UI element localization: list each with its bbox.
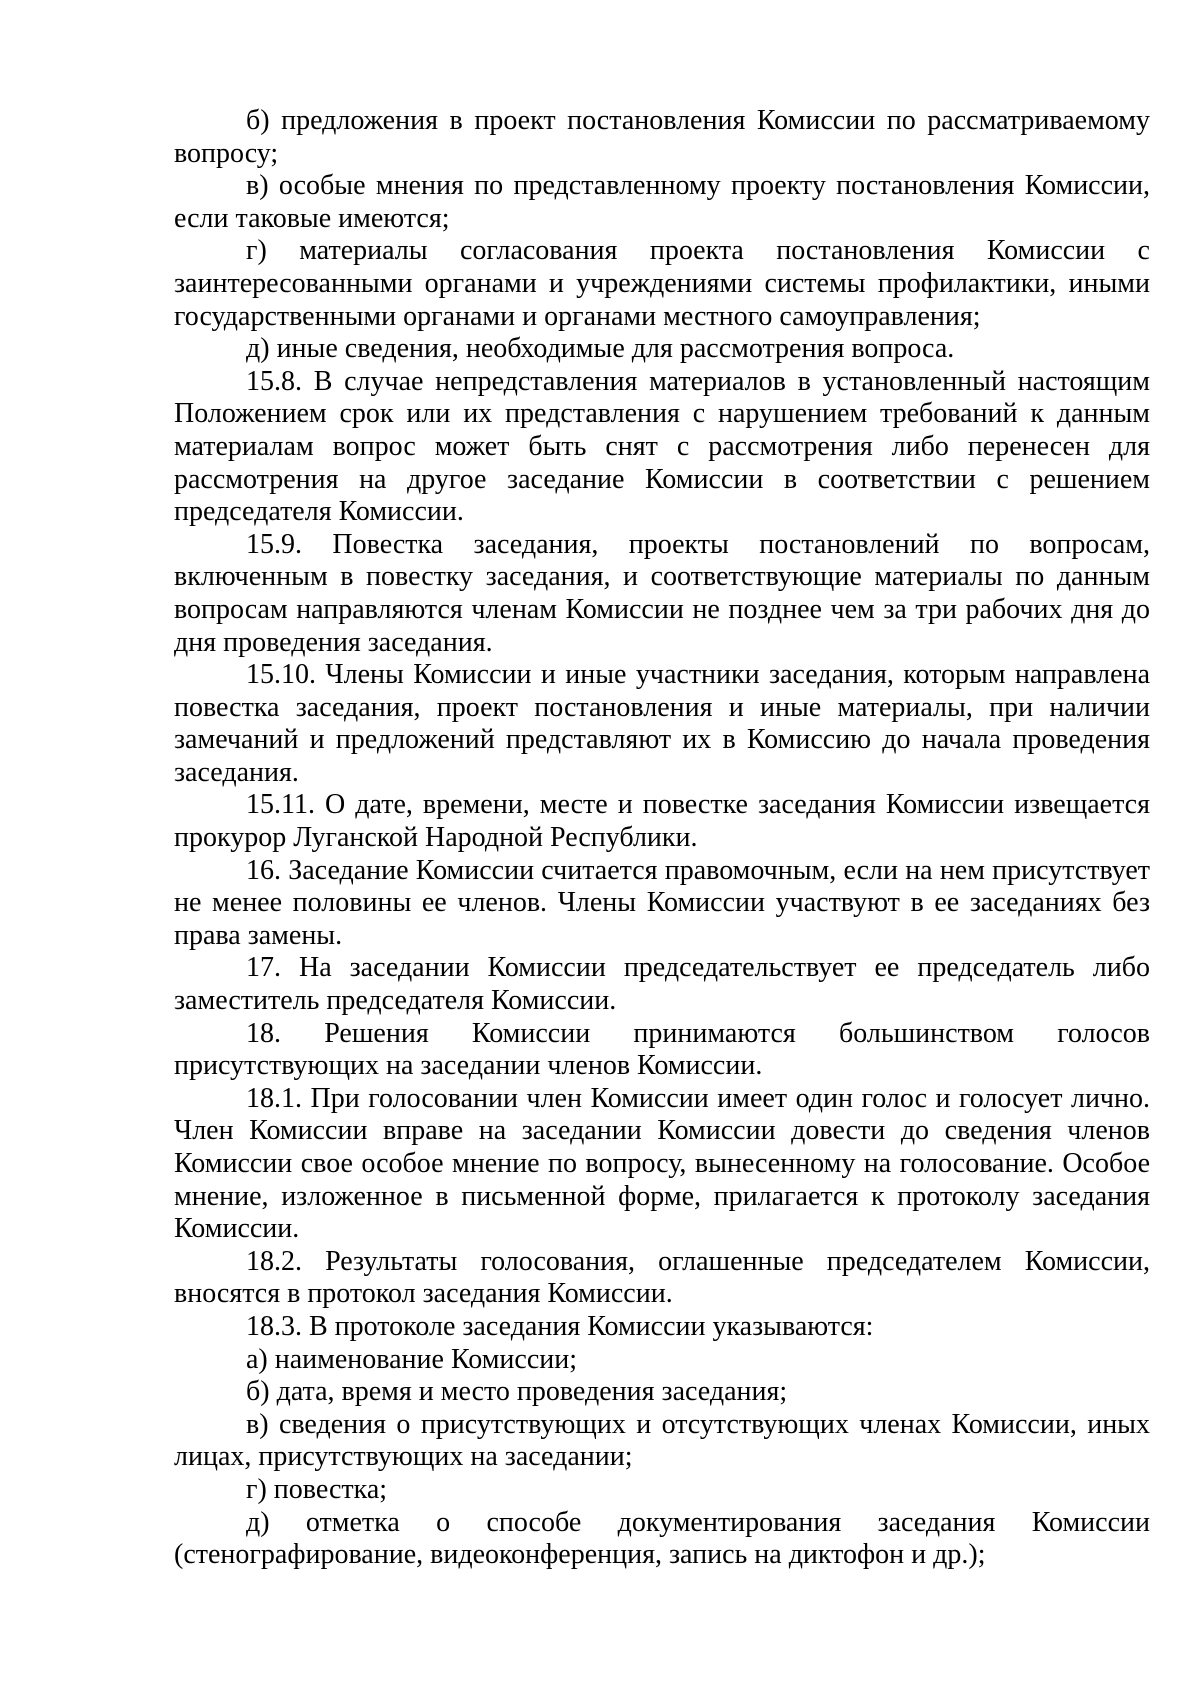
protocol-item-d: д) отметка о способе документирования заседания Комиссии (стенографирование, видеоконференция, запись на диктофон и др.); [174,1506,1150,1571]
clause-15-8: 15.8. В случае непредставления материалов в установленный настоящим Положением срок или их представления с нарушением требований к данным материалам вопрос может быть снят с рассмотрения либо перенесен для рассмотрения на другое заседание Комиссии в соответствии с решением председателя Комиссии. [174,365,1150,528]
clause-18-1: 18.1. При голосовании член Комиссии имеет один голос и голосует лично. Член Комиссии вправе на заседании Комиссии довести до сведения членов Комиссии свое особое мнение по вопросу, вынесенному на голосование. Особое мнение, изложенное в письменной форме, прилагается к протоколу заседания Комиссии. [174,1082,1150,1245]
clause-15-9: 15.9. Повестка заседания, проекты постановлений по вопросам, включенным в повестку заседания, и соответствующие материалы по данным вопросам направляются членам Комиссии не позднее чем за три рабочих дня до дня проведения заседания. [174,528,1150,658]
clause-15-10: 15.10. Члены Комиссии и иные участники заседания, которым направлена повестка заседания, проект постановления и иные материалы, при наличии замечаний и предложений представляют их в Комиссию до начала проведения заседания. [174,659,1150,788]
protocol-item-a: а) наименование Комиссии; [246,1343,578,1375]
clause-16: 16. Заседание Комиссии считается правомочным, если на нем присутствует не менее половины ее членов. Члены Комиссии участвуют в ее заседаниях без права замены. [174,854,1150,951]
clause-18-2: 18.2. Результаты голосования, оглашенные председателем Комиссии, вносятся в протокол заседания Комиссии. [174,1245,1150,1310]
protocol-item-v: в) сведения о присутствующих и отсутствующих членах Комиссии, иных лицах, присутствующих на заседании; [174,1408,1150,1473]
clause-17: 17. На заседании Комиссии председательствует ее председатель либо заместитель председателя Комиссии. [174,952,1150,1017]
clause-15-11: 15.11. О дате, времени, месте и повестке заседания Комиссии извещается прокурор Луганской Народной Республики. [174,789,1150,854]
item-v-special-opinions: в) особые мнения по представленному проекту постановления Комиссии, если таковые имеются; [174,170,1150,234]
item-d-other-info: д) иные сведения, необходимые для рассмотрения вопроса. [246,333,955,365]
clause-18: 18. Решения Комиссии принимаются большинством голосов присутствующих на заседании членов Комиссии. [174,1017,1150,1082]
clause-18-3: 18.3. В протоколе заседания Комиссии указываются: [246,1310,874,1342]
item-g-approval-materials: г) материалы согласования проекта постановления Комиссии с заинтересованными органами и учреждениями системы профилактики, иными государственными органами и органами местного самоуправления; [174,235,1150,332]
item-b-proposals: б) предложения в проект постановления Комиссии по рассматриваемому вопросу; [174,105,1150,169]
protocol-item-g: г) повестка; [246,1473,388,1505]
protocol-item-b: б) дата, время и место проведения заседания; [246,1376,788,1408]
document-page [174,105,1150,1572]
